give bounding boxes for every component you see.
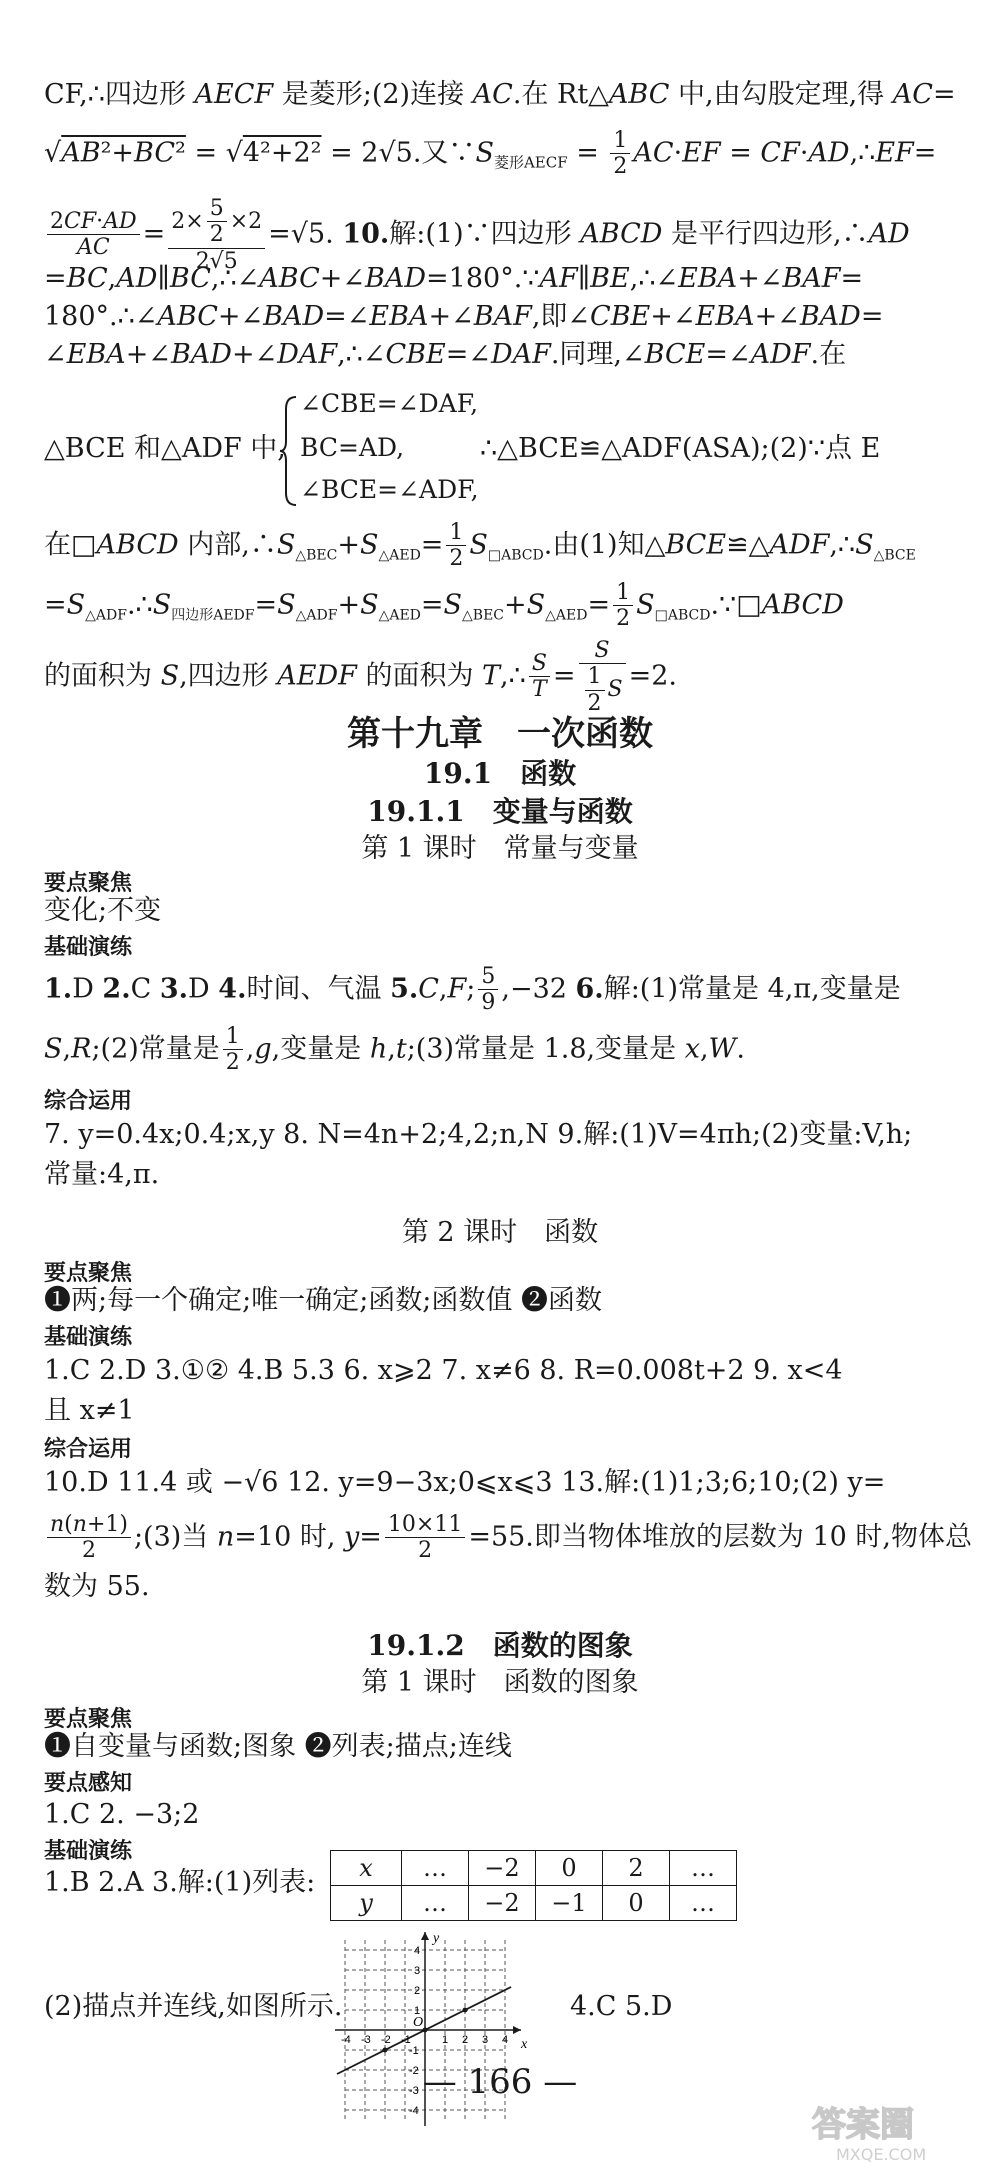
chapter-title: 第十九章 一次函数	[347, 714, 653, 754]
tick-label: -3	[361, 2034, 371, 2046]
table-cell: …	[402, 1886, 469, 1921]
tick-label: -4	[409, 2105, 419, 2117]
y-axis-label: y	[433, 1931, 440, 1946]
lesson-title-2: 第 2 课时 函数	[401, 1217, 599, 1248]
tick-label: 3	[482, 2034, 489, 2046]
cont-line-7b: ∴△BCE≌△ADF(ASA);(2)∵点 E	[480, 433, 881, 464]
answers-comprehensive-1b: 常量:4,π.	[44, 1159, 160, 1190]
table-header-x: x	[331, 1851, 402, 1886]
tick-label: 1	[414, 2005, 421, 2017]
system-line-2: BC=AD,	[300, 433, 405, 462]
cont-line-3: $\frac{2CF\cdot AD}{AC}$ = 2× $\frac{5}{2}$ ×2 2√5 =√5. 10.解:(1)∵四边形 ABCD 是平行四边形,∴AD	[44, 196, 944, 274]
cont-line-5: 180°.∴∠ABC+∠BAD=∠EBA+∠BAF,即∠CBE+∠EBA+∠BAD=	[44, 301, 884, 332]
table-row-x	[331, 1851, 737, 1886]
plot-point	[463, 2008, 468, 2013]
table-cell: …	[670, 1886, 737, 1921]
tick-label: 3	[414, 1965, 421, 1977]
y-axis-arrow-icon	[421, 1932, 429, 1940]
heading-basic-2: 基础演练	[44, 1325, 133, 1350]
table-cell: −1	[536, 1886, 603, 1921]
tick-label: -2	[381, 2034, 391, 2046]
tick-label: 4	[414, 1945, 421, 1957]
answers-basic-1b: S,R;(2)常量是 $\frac{1}{2}$ ,g,变量是 h,t;(3)常量是 1.8,变量是 x,W.	[44, 1024, 745, 1076]
function-graph	[325, 1930, 545, 2140]
heading-focus-1: 要点聚焦	[44, 871, 133, 896]
watermark-text: 答案圈	[812, 2105, 914, 2145]
table-cell: …	[670, 1851, 737, 1886]
subsection-title-1: 19.1.1 变量与函数	[367, 795, 633, 828]
table-cell: 2	[603, 1851, 670, 1886]
tick-label: 1	[442, 2034, 449, 2046]
answers-focus-1: 变化;不变	[44, 895, 162, 926]
table-cell: 0	[536, 1851, 603, 1886]
watermark-logo	[808, 2098, 988, 2164]
tick-label: 2	[462, 2034, 469, 2046]
answers-basic-2b: 且 x≠1	[44, 1395, 135, 1426]
answers-basic-2a: 1.C 2.D 3.①② 4.B 5.3 6. x⩾2 7. x≠6 8. R=0.008t+2 9. x<4	[44, 1355, 843, 1386]
cont-line-1: CF,∴四边形 AECF 是菱形;(2)连接 AC.在 Rt△ABC 中,由勾股定理,得 AC=	[44, 79, 956, 110]
table-cell: −2	[469, 1886, 536, 1921]
plot-point	[423, 2028, 428, 2033]
system-line-3: ∠BCE=∠ADF,	[300, 475, 479, 504]
heading-focus-3: 要点聚焦	[44, 1707, 133, 1732]
table-cell: −2	[469, 1851, 536, 1886]
heading-basic-1: 基础演练	[44, 935, 133, 960]
cont-line-9: $=S_{\triangle ADF}.\therefore S_{四边形AEDF}=S_{\triangle ADF}+S_{\triangle AED}=S_{\triangle BEC}+S_{\triangle AED}=$ $\frac{1}{2}$ $S_{□ABCD}.\because□ABCD$	[44, 580, 844, 632]
heading-focus-2: 要点聚焦	[44, 1261, 133, 1286]
tick-label: -1	[409, 2045, 419, 2057]
cont-line-8: 在□ABCD 内部$,\therefore S_{\triangle BEC}+S_{\triangle AED}=$ $\frac{1}{2}$ $S_{□ABCD}$.由(1)知$\triangle BCE≌\triangle ADF,\therefore S_{\triangle BCE}$	[44, 520, 916, 572]
answers-focus-3: ❶自变量与函数;图象 ❷列表;描点;连线	[44, 1731, 512, 1762]
answers-perception-3: 1.C 2. −3;2	[44, 1799, 200, 1830]
lesson-title-1: 第 1 课时 常量与变量	[361, 833, 639, 864]
table-row-y	[331, 1886, 737, 1921]
heading-basic-3: 基础演练	[44, 1839, 133, 1864]
answers-comprehensive-2c: 数为 55.	[44, 1571, 150, 1602]
tick-label: -2	[409, 2065, 419, 2077]
answers-basic-3c: 4.C 5.D	[570, 1991, 673, 2022]
table-header-y: y	[331, 1886, 402, 1921]
watermark-url: MXQE.COM	[836, 2145, 927, 2164]
tick-label: -1	[401, 2034, 411, 2046]
answers-comprehensive-1a: 7. y=0.4x;0.4;x,y 8. N=4n+2;4,2;n,N 9.解:(1)V=4πh;(2)变量:V,h;	[44, 1119, 913, 1150]
tick-label: -4	[341, 2034, 351, 2046]
answers-basic-3b: (2)描点并连线,如图所示.	[44, 1991, 343, 2022]
answers-focus-2: ❶两;每一个确定;唯一确定;函数;函数值 ❷函数	[44, 1285, 602, 1316]
answers-basic-1a: 1.D 2.C 3.D 4.时间、气温 5.C,F; $\frac{5}{9}$ ,−32 6.解:(1)常量是 4,π,变量是	[44, 964, 901, 1016]
heading-comprehensive-1: 综合运用	[44, 1089, 133, 1114]
tick-label: -3	[409, 2085, 419, 2097]
heading-perception-3: 要点感知	[44, 1771, 133, 1796]
lesson-title-3: 第 1 课时 函数的图象	[361, 1667, 639, 1698]
tick-label: 4	[502, 2034, 509, 2046]
plot-point	[383, 2048, 388, 2053]
cont-line-2: √AB²+BC² = √4²+2² = 2√5.又$\because S_{菱形AECF}$ = $\frac{1}{2}$ AC·EF = CF·AD,∴EF=	[44, 128, 937, 180]
table-cell: 0	[603, 1886, 670, 1921]
subsection-title-2: 19.1.2 函数的图象	[367, 1629, 633, 1662]
origin-label: O	[413, 2015, 424, 2030]
cont-line-7a: △BCE 和△ADF 中,	[44, 433, 286, 464]
system-line-1: ∠CBE=∠DAF,	[300, 389, 479, 418]
cont-line-10: 的面积为 S,四边形 AEDF 的面积为 T,∴ $\frac{S}{T}$ = S $\frac{1}{2}$ S =2.	[44, 638, 677, 716]
cont-line-6: ∠EBA+∠BAD+∠DAF,∴∠CBE=∠DAF.同理,∠BCE=∠ADF.在	[44, 339, 847, 370]
cont-line-4: =BC,AD∥BC,∴∠ABC+∠BAD=180°.∵AF∥BE,∴∠EBA+∠BAF=	[44, 263, 864, 294]
answers-basic-3a: 1.B 2.A 3.解:(1)列表:	[44, 1867, 316, 1898]
value-table	[330, 1850, 737, 1921]
page-number: — 166 —	[422, 2062, 578, 2102]
x-axis-arrow-icon	[513, 2026, 521, 2034]
answers-comprehensive-2a: 10.D 11.4 或 −√6 12. y=9−3x;0⩽x⩽3 13.解:(1)1;3;6;10;(2) y=	[44, 1467, 886, 1498]
answers-comprehensive-2b: $\frac{n(n+1)}{2}$ ;(3)当 n=10 时, y= $\frac{10\times 11}{2}$ =55.即当物体堆放的层数为 10 时,物体总	[44, 1512, 944, 1564]
section-title: 19.1 函数	[423, 757, 577, 790]
table-cell: …	[402, 1851, 469, 1886]
heading-comprehensive-2: 综合运用	[44, 1437, 133, 1462]
tick-label: 2	[414, 1985, 421, 1997]
x-axis-label: x	[521, 2037, 528, 2052]
